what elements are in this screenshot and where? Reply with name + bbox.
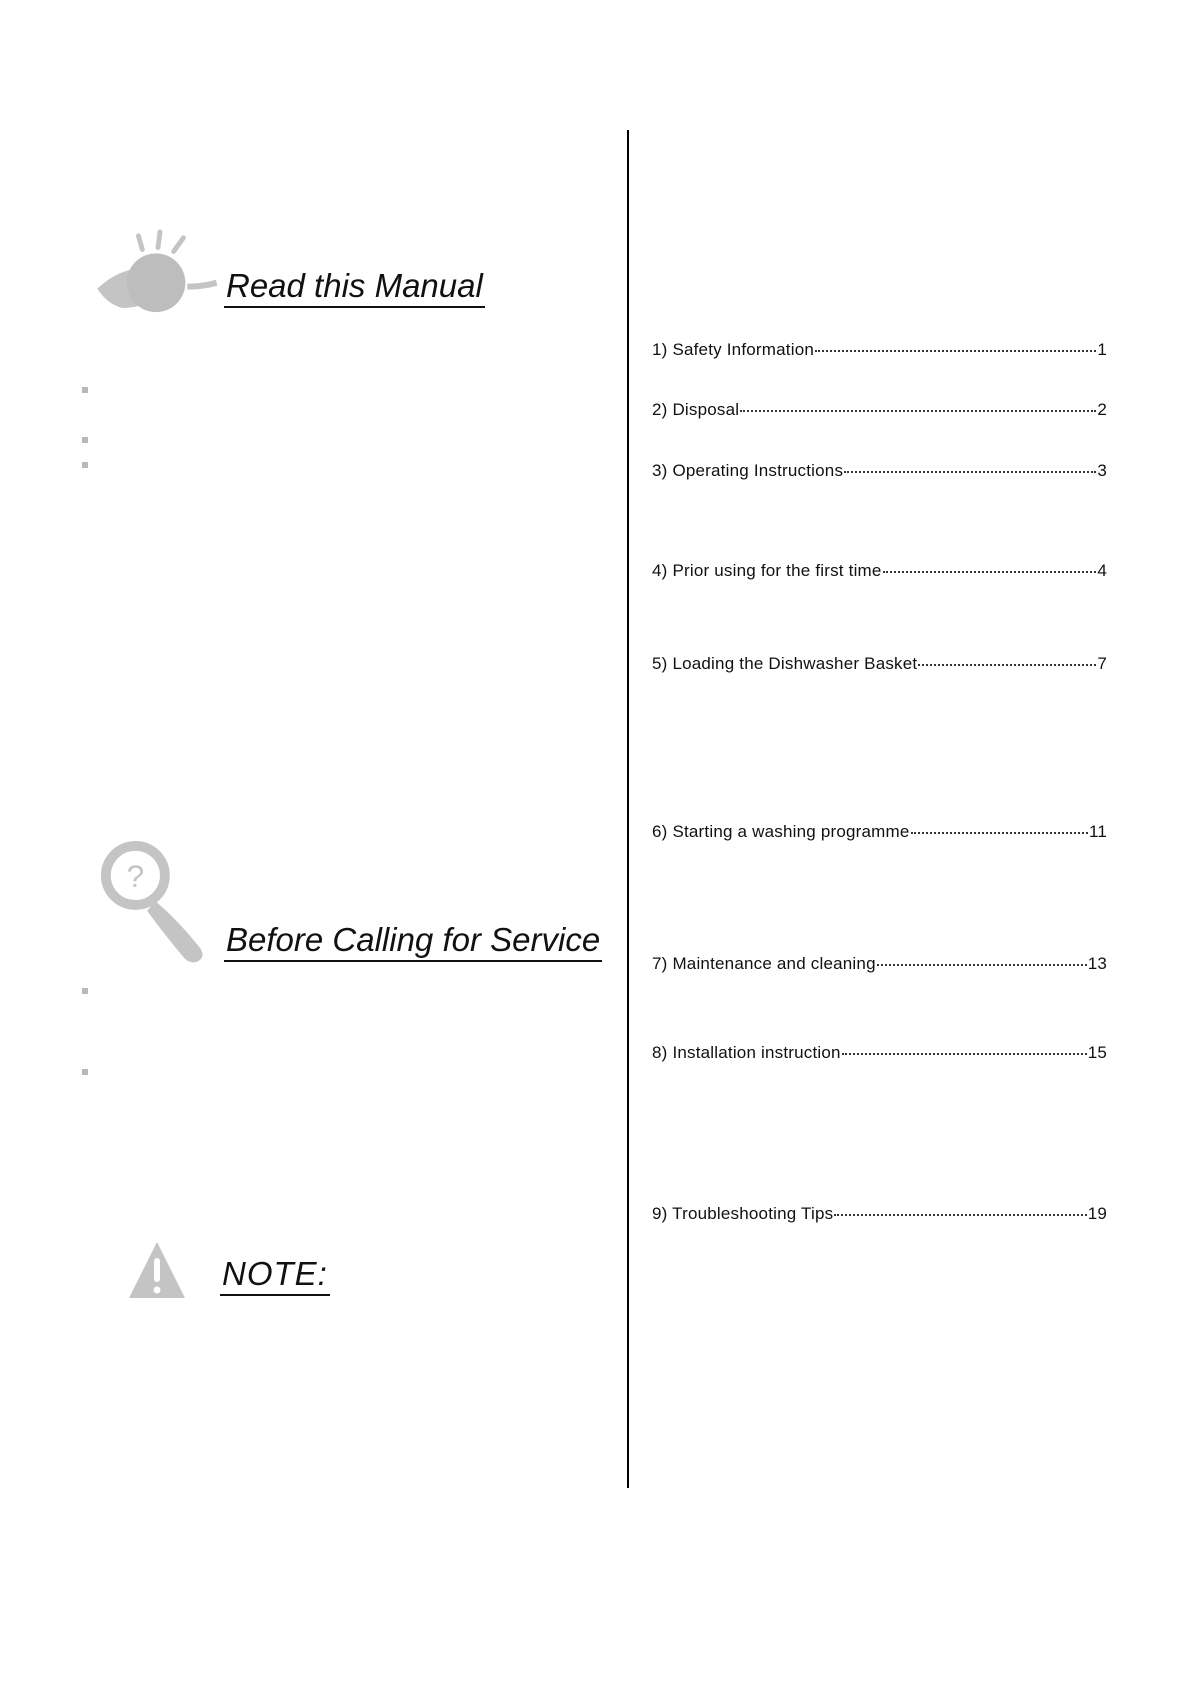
toc-item[interactable] <box>652 340 1107 360</box>
toc-leader <box>842 1053 1087 1055</box>
toc-item[interactable] <box>652 561 1107 581</box>
read-manual-heading: Read this Manual <box>224 268 485 308</box>
toc-page-number: 3 <box>1097 461 1107 480</box>
toc-page-number: 1 <box>1097 340 1107 359</box>
eye-icon <box>92 228 222 316</box>
before-service-heading: Before Calling for Service <box>224 922 602 962</box>
bullet-marker <box>82 437 88 443</box>
toc-label: 1) Safety Information <box>652 340 814 359</box>
warning-icon <box>126 1240 188 1300</box>
column-divider <box>627 130 629 1488</box>
toc-label: 9) Troubleshooting Tips <box>652 1204 834 1223</box>
magnifier-question-icon <box>98 838 216 966</box>
toc-label: 4) Prior using for the first time <box>652 561 882 580</box>
bullet-marker <box>82 462 88 468</box>
toc-item[interactable] <box>652 1043 1107 1063</box>
toc-leader <box>911 832 1088 834</box>
toc-page-number: 4 <box>1097 561 1107 580</box>
toc-label: 2) Disposal <box>652 400 740 419</box>
toc-leader <box>883 571 1097 573</box>
toc-leader <box>877 964 1087 966</box>
toc-label: 7) Maintenance and cleaning <box>652 954 876 973</box>
toc-item[interactable] <box>652 822 1107 842</box>
toc-page-number: 7 <box>1097 654 1107 673</box>
toc-page-number: 11 <box>1088 822 1107 841</box>
bullet-marker <box>82 988 88 994</box>
toc-page-number: 15 <box>1087 1043 1107 1062</box>
toc-page-number: 13 <box>1087 954 1107 973</box>
toc-page-number: 19 <box>1087 1204 1107 1223</box>
toc-label: 8) Installation instruction <box>652 1043 841 1062</box>
toc-leader <box>815 350 1096 352</box>
bullet-marker <box>82 1069 88 1075</box>
bullet-marker <box>82 387 88 393</box>
toc-item[interactable] <box>652 1204 1107 1224</box>
toc-page-number: 2 <box>1097 400 1107 419</box>
toc-leader <box>834 1214 1086 1216</box>
toc-item[interactable] <box>652 654 1107 674</box>
toc-leader <box>918 664 1096 666</box>
toc-item[interactable] <box>652 400 1107 420</box>
toc-leader <box>844 471 1096 473</box>
svg-text:?: ? <box>126 859 145 895</box>
toc-leader <box>740 410 1096 412</box>
toc-label: 5) Loading the Dishwasher Basket <box>652 654 918 673</box>
toc-label: 6) Starting a washing programme <box>652 822 910 841</box>
note-heading: NOTE: <box>220 1256 330 1296</box>
toc-item[interactable] <box>652 461 1107 481</box>
toc-item[interactable] <box>652 954 1107 974</box>
toc-label: 3) Operating Instructions <box>652 461 844 480</box>
